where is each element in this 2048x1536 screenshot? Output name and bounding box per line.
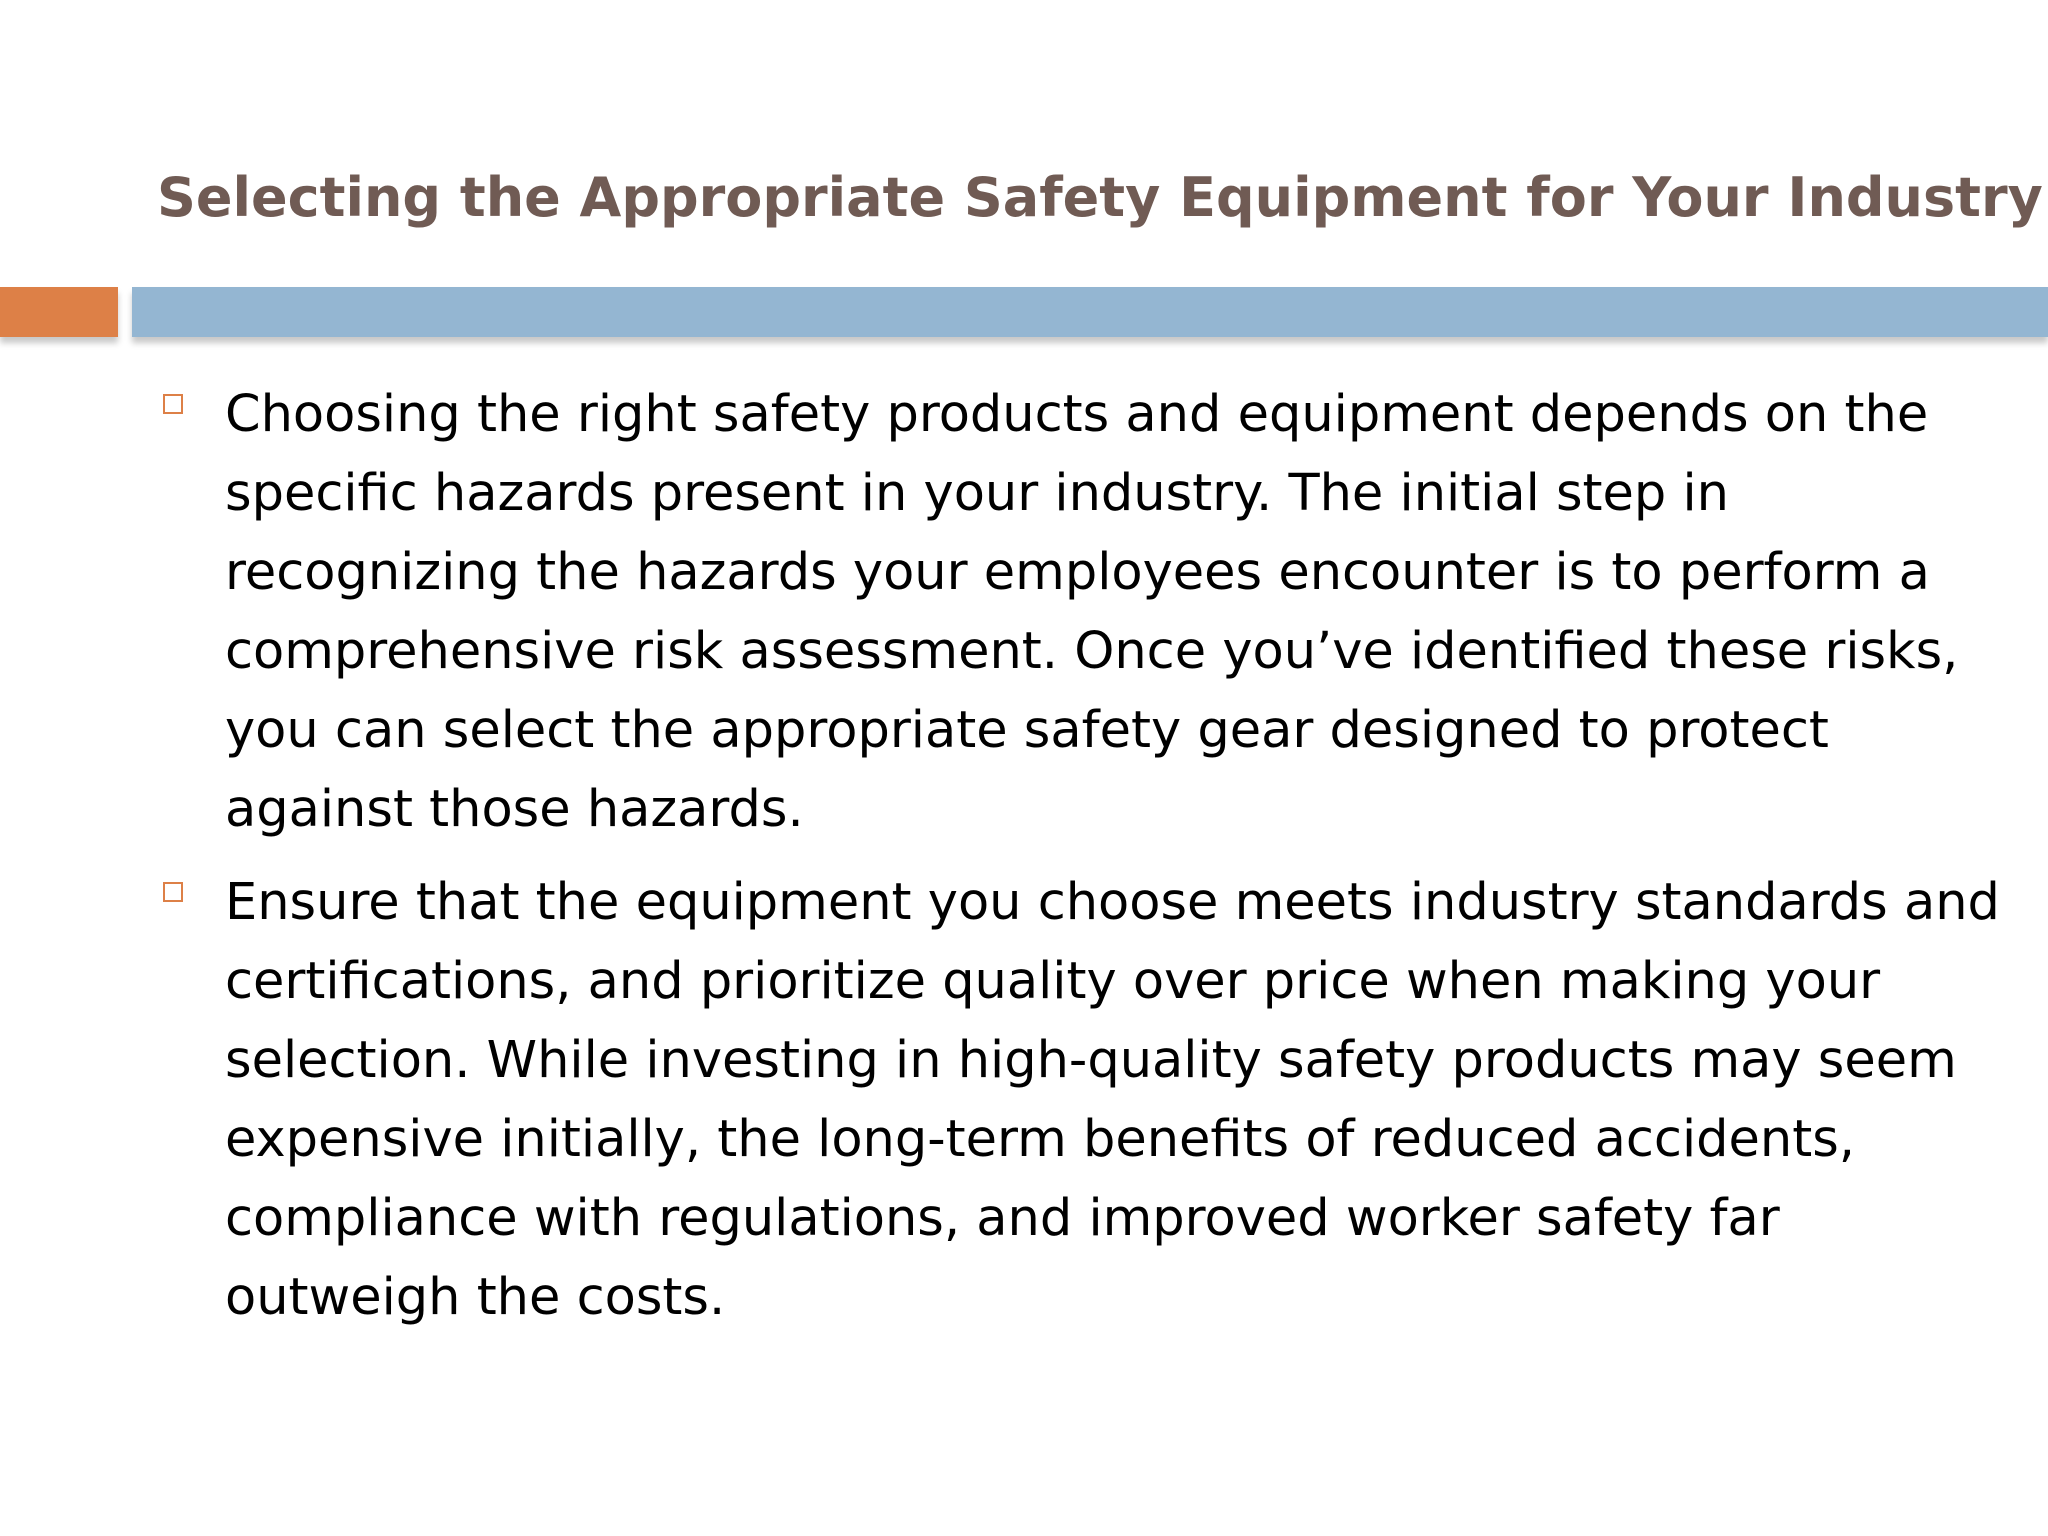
accent-bar	[0, 287, 118, 337]
title-rule-bar	[132, 287, 2048, 337]
hollow-square-icon	[163, 882, 183, 902]
hollow-square-icon	[163, 394, 183, 414]
bullet-text: Choosing the right safety products and equipment depends on the specific hazards present in your industry. The initial step in recognizing the hazards your employees encounter is to perform a comprehensive risk assessment. Once you’ve identified these risks, you can select the appropriate safety gear designed to protect against those hazards.	[225, 385, 1959, 839]
bullet-list	[0, 375, 2048, 1351]
bullet-item	[0, 375, 2048, 849]
bullet-item	[0, 863, 2048, 1337]
bullet-text: Ensure that the equipment you choose meets industry standards and certifications, and prioritize quality over price when making your selection. While investing in high-quality safety products may seem expensive initially, the long-term benefits of reduced accidents, compliance with regulations, and improved worker safety far outweigh the costs.	[225, 873, 2000, 1327]
slide-title: Selecting the Appropriate Safety Equipment for Your Industry	[157, 166, 2043, 229]
